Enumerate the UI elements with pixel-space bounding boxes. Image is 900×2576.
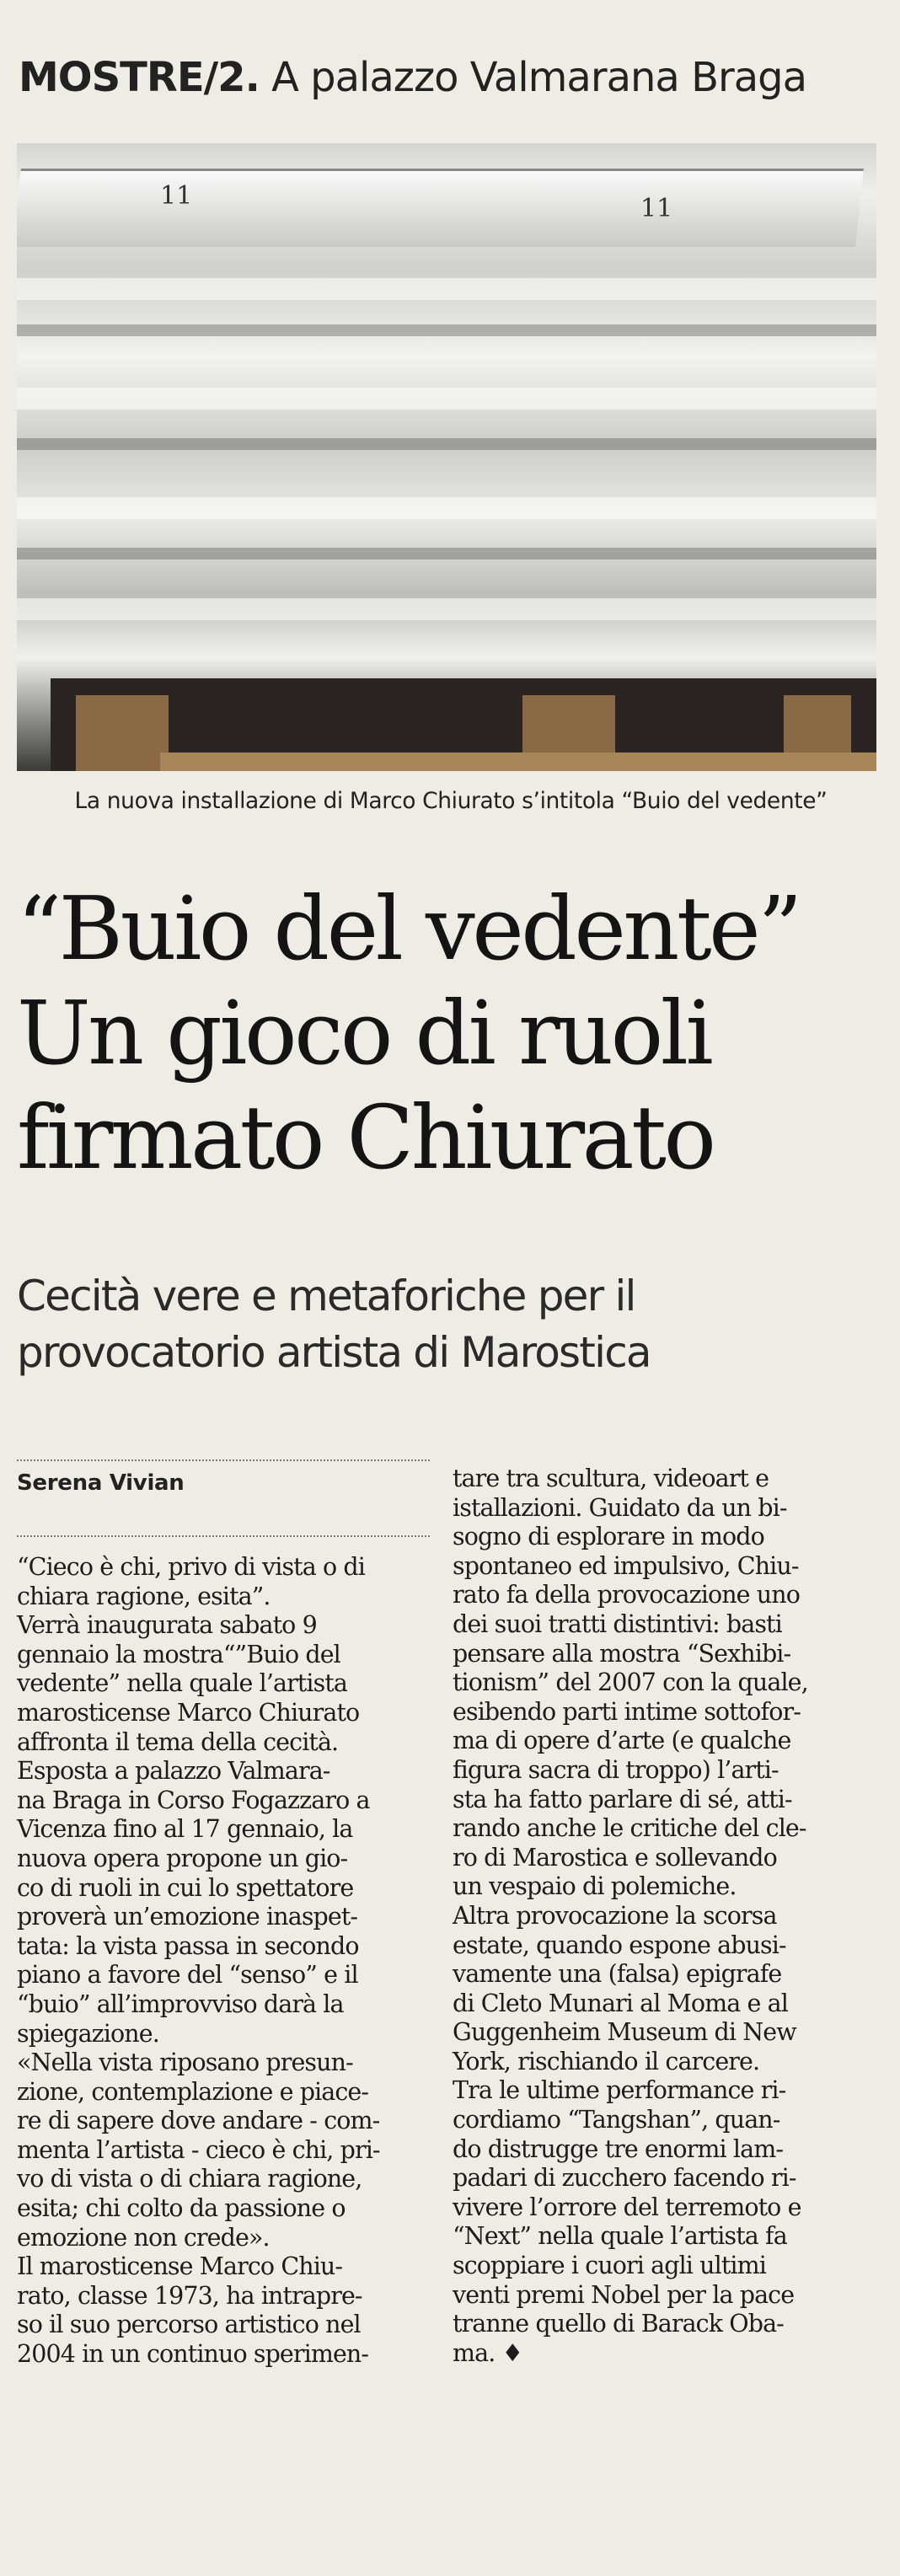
article-line: co di ruoli in cui lo spettatore xyxy=(17,1873,354,1902)
article-line: sta ha fatto parlare di sé, atti- xyxy=(453,1785,792,1813)
article-line: gennaio la mostra“”Buio del xyxy=(17,1640,340,1668)
article-line: zione, contemplazione e piace- xyxy=(17,2077,369,2106)
photo-number-left: 11 xyxy=(160,181,193,211)
article-line: Esposta a palazzo Valmara- xyxy=(17,1757,330,1786)
article-line: “buio” all’improvviso darà la xyxy=(17,1990,344,2018)
article-line: Verrà inaugurata sabato 9 xyxy=(17,1611,317,1640)
article-line: cordiamo “Tangshan”, quan- xyxy=(453,2106,780,2134)
article-line: vo di vista o di chiara ragione, xyxy=(17,2165,362,2193)
byline-rule-top xyxy=(17,1459,430,1461)
article-line: menta l’artista - cieco è chi, pri- xyxy=(17,2135,380,2164)
article-line: un vespaio di polemiche. xyxy=(453,1872,737,1901)
article-line: vamente una (falsa) epigrafe xyxy=(453,1960,782,1989)
kicker-section: MOSTRE/2. xyxy=(19,54,260,101)
article-line: padari di zucchero facendo ri- xyxy=(453,2164,796,2193)
article-line: ma. ♦ xyxy=(453,2338,523,2367)
subheadline xyxy=(17,1268,893,1381)
article-line: spontaneo ed impulsivo, Chiu- xyxy=(453,1551,799,1580)
article-line: tionism” del 2007 con la quale, xyxy=(453,1668,808,1697)
byline-rule-bottom xyxy=(17,1535,430,1537)
article-line: spiegazione. xyxy=(17,2019,159,2048)
article-line: piano a favore del “senso” e il xyxy=(17,1961,358,1990)
byline: Serena Vivian xyxy=(17,1470,185,1496)
article-line: venti premi Nobel per la pace xyxy=(453,2280,795,2309)
article-line: «Nella vista riposano presun- xyxy=(17,2048,353,2077)
article-line: di Cleto Munari al Moma e al xyxy=(453,1989,788,2017)
article-line: tata: la vista passa in secondo xyxy=(17,1931,359,1960)
article-line: rato, classe 1973, ha intrapre- xyxy=(17,2281,362,2310)
article-line: na Braga in Corso Fogazzaro a xyxy=(17,1786,370,1814)
article-line: rato fa della provocazione uno xyxy=(453,1581,800,1609)
article-line: proverà un’emozione inaspet- xyxy=(17,1903,358,1931)
section-kicker xyxy=(19,54,878,101)
article-line: 2004 in un continuo sperimen- xyxy=(17,2340,369,2369)
article-line: Il marosticense Marco Chiu- xyxy=(17,2252,343,2281)
article-line: chiara ragione, esita”. xyxy=(17,1582,271,1610)
article-line: dei suoi tratti distintivi: basti xyxy=(453,1609,782,1638)
article-line: esibendo parti intime sottofor- xyxy=(453,1697,801,1726)
article-line: affronta il tema della cecità. xyxy=(17,1727,339,1756)
article-column-2 xyxy=(453,1465,872,2368)
article-line: Altra provocazione la scorsa xyxy=(453,1901,777,1930)
subhead-line: provocatorio artista di Marostica xyxy=(17,1328,651,1377)
article-column-1 xyxy=(17,1553,437,2370)
article-line: York, rischiando il carcere. xyxy=(453,2047,760,2075)
article-line: so il suo percorso artistico nel xyxy=(17,2311,361,2339)
photo-number-right: 11 xyxy=(640,194,673,223)
article-line: tare tra scultura, videoart e xyxy=(453,1465,769,1492)
article-line: rando anche le critiche del cle- xyxy=(453,1814,806,1843)
pallet xyxy=(51,678,876,771)
photo-caption: La nuova installazione di Marco Chiurato s’intitola “Buio del vedente” xyxy=(74,788,828,814)
article-line: Guggenheim Museum di New xyxy=(453,2018,796,2047)
article-line: do distrugge tre enormi lam- xyxy=(453,2134,784,2163)
headline xyxy=(17,876,893,1190)
headline-line: Un gioco di ruoli xyxy=(17,982,711,1084)
article-line: Tra le ultime performance ri- xyxy=(453,2076,786,2105)
article-line: “Cieco è chi, privo di vista o di xyxy=(17,1553,365,1581)
article-line: scoppiare i cuori agli ultimi xyxy=(453,2252,766,2280)
photo-stack-top xyxy=(17,169,864,247)
article-line: “Next” nella quale l’artista fa xyxy=(453,2222,787,2251)
article-line: Vicenza fino al 17 gennaio, la xyxy=(17,1815,353,1844)
installation-photo xyxy=(17,143,876,771)
headline-line: firmato Chiurato xyxy=(17,1086,714,1189)
article-line: figura sacra di troppo) l’arti- xyxy=(453,1755,779,1784)
article-line: ma di opere d’arte (e qualche xyxy=(453,1727,791,1755)
article-line: marosticense Marco Chiurato xyxy=(17,1698,360,1727)
article-line: re di sapere dove andare - com- xyxy=(17,2107,380,2135)
article-line: vivere l’orrore del terremoto e xyxy=(453,2193,801,2221)
subhead-line: Cecità vere e metaforiche per il xyxy=(17,1272,635,1320)
article-line: esita; chi colto da passione o xyxy=(17,2194,346,2223)
article-line: tranne quello di Barack Oba- xyxy=(453,2310,784,2338)
article-line: pensare alla mostra “Sexhibi- xyxy=(453,1639,791,1668)
article-line: emozione non crede». xyxy=(17,2223,270,2252)
article-line: sogno di esplorare in modo xyxy=(453,1523,764,1551)
article-line: vedente” nella quale l’artista xyxy=(17,1669,347,1698)
article-line: ro di Marostica e sollevando xyxy=(453,1843,777,1872)
kicker-title: A palazzo Valmarana Braga xyxy=(271,54,807,101)
headline-line: “Buio del vedente” xyxy=(17,877,800,980)
article-line: istallazioni. Guidato da un bi- xyxy=(453,1493,787,1522)
article-line: nuova opera propone un gio- xyxy=(17,1844,348,1872)
article-line: estate, quando espone abusi- xyxy=(453,1931,786,1959)
